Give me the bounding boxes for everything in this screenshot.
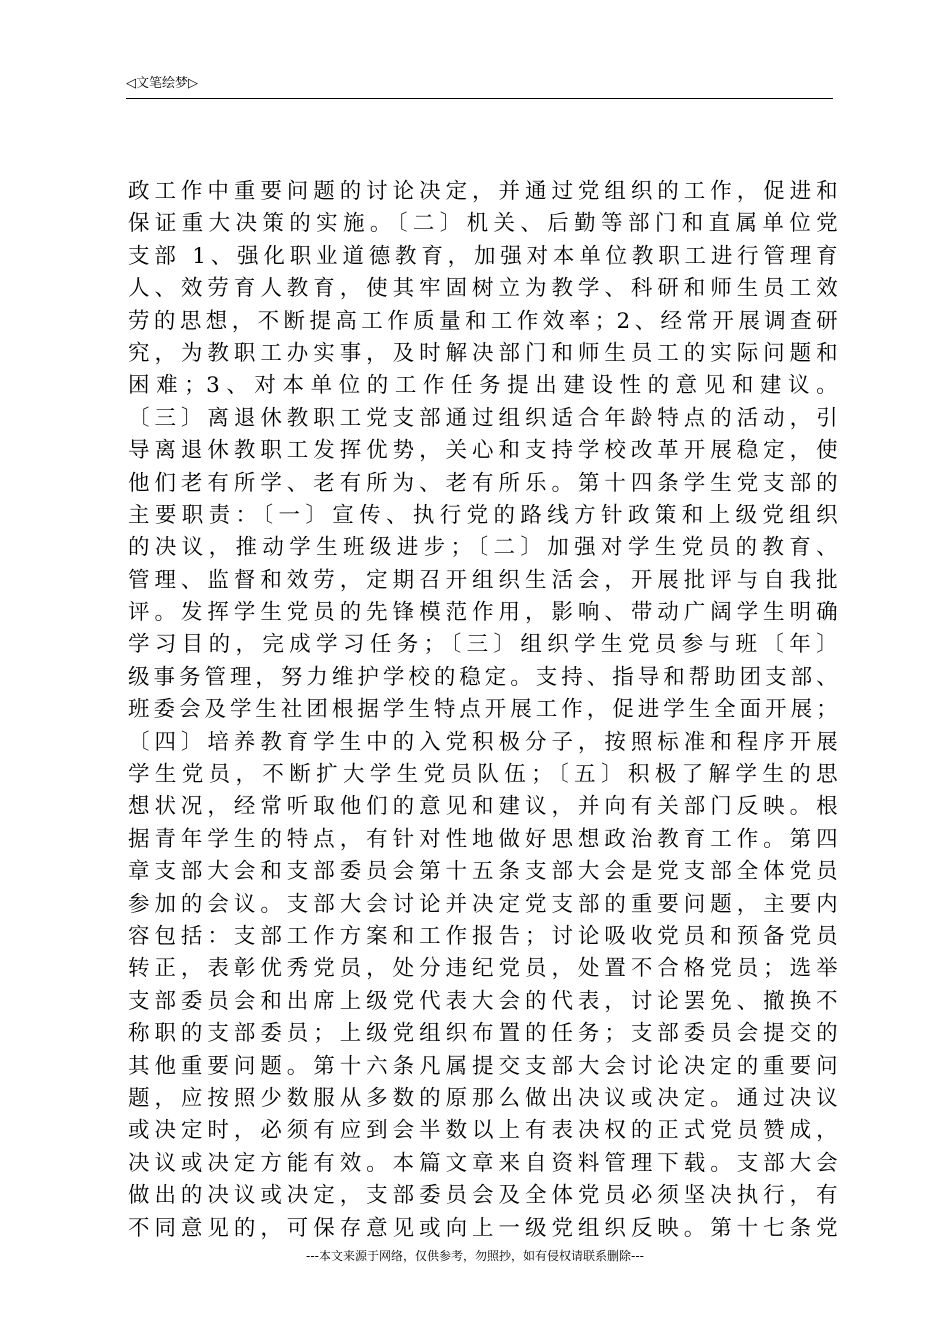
body-line: 支部委员会和出席上级党代表大会的代表，讨论罢免、撤换不: [128, 988, 838, 1014]
body-line: 容包括：支部工作方案和工作报告；讨论吸收党员和预备党员: [128, 923, 838, 949]
body-line: 管理、监督和效劳，定期召开组织生活会，开展批评与自我批: [128, 567, 838, 593]
body-line: 章支部大会和支部委员会第十五条支部大会是党支部全体党员: [128, 859, 838, 885]
document-body: [128, 176, 838, 1245]
body-line: 保证重大决策的实施。〔二〕机关、后勤等部门和直属单位党: [128, 211, 838, 237]
body-line: 级事务管理，努力维护学校的稳定。支持、指导和帮助团支部、: [128, 664, 838, 690]
body-line: 的决议，推动学生班级进步；〔二〕加强对学生党员的教育、: [128, 535, 838, 561]
body-line: 究，为教职工办实事，及时解决部门和师生员工的实际问题和: [128, 340, 838, 366]
body-line: 〔三〕离退休教职工党支部通过组织适合年龄特点的活动，引: [128, 405, 838, 431]
body-line: 做出的决议或决定，支部委员会及全体党员必须坚决执行，有: [128, 1183, 838, 1209]
body-line: 学生党员，不断扩大学生党员队伍；〔五〕积极了解学生的思: [128, 762, 838, 788]
body-line: 评。发挥学生党员的先锋模范作用，影响、带动广阔学生明确: [128, 600, 838, 626]
body-line: 政工作中重要问题的讨论决定，并通过党组织的工作，促进和: [128, 179, 838, 204]
body-line: 称职的支部委员；上级党组织布置的任务；支部委员会提交的: [128, 1021, 838, 1047]
page-footer-notice: ---本文来源于网络，仅供参考，勿照抄，如有侵权请联系删除---: [306, 1249, 644, 1263]
body-line: 转正，表彰优秀党员，处分违纪党员，处置不合格党员；选举: [128, 956, 838, 982]
body-line: 想状况，经常听取他们的意见和建议，并向有关部门反映。根: [128, 794, 838, 820]
body-line: 困难；3、对本单位的工作任务提出建设性的意见和建议。: [128, 373, 838, 399]
body-line: 题，应按照少数服从多数的原那么做出决议或决定。通过决议: [128, 1085, 838, 1111]
page-header: [126, 74, 833, 99]
body-line: 据青年学生的特点，有针对性地做好思想政治教育工作。第四: [128, 826, 838, 852]
body-line: 决议或决定方能有效。本篇文章来自资料管理下载。支部大会: [128, 1150, 838, 1176]
body-line: 班委会及学生社团根据学生特点开展工作，促进学生全面开展；: [128, 697, 838, 723]
body-line: 不同意见的，可保存意见或向上一级党组织反映。第十七条党: [128, 1215, 838, 1241]
body-line: 学习目的，完成学习任务；〔三〕组织学生党员参与班〔年〕: [128, 632, 838, 658]
body-line: 〔四〕培养教育学生中的入党积极分子，按照标准和程序开展: [128, 729, 838, 755]
body-line: 其他重要问题。第十六条凡属提交支部大会讨论决定的重要问: [128, 1053, 838, 1079]
body-line: 参加的会议。支部大会讨论并决定党支部的重要问题，主要内: [128, 891, 838, 917]
body-line: 人、效劳育人教育，使其牢固树立为教学、科研和师生员工效: [128, 276, 838, 302]
body-line: 主要职责：〔一〕宣传、执行党的路线方针政策和上级党组织: [128, 502, 838, 528]
body-line: 支部 1、强化职业道德教育，加强对本单位教职工进行管理育: [128, 243, 838, 269]
header-title: ◁文笔绘梦▷: [126, 76, 198, 91]
body-line: 导离退休教职工发挥优势，关心和支持学校改革开展稳定，使: [128, 438, 838, 464]
body-line: 或决定时，必须有应到会半数以上有表决权的正式党员赞成，: [128, 1118, 838, 1144]
body-line: 劳的思想，不断提高工作质量和工作效率；2、经常开展调查研: [128, 308, 838, 334]
body-line: 他们老有所学、老有所为、老有所乐。第十四条学生党支部的: [128, 470, 838, 496]
